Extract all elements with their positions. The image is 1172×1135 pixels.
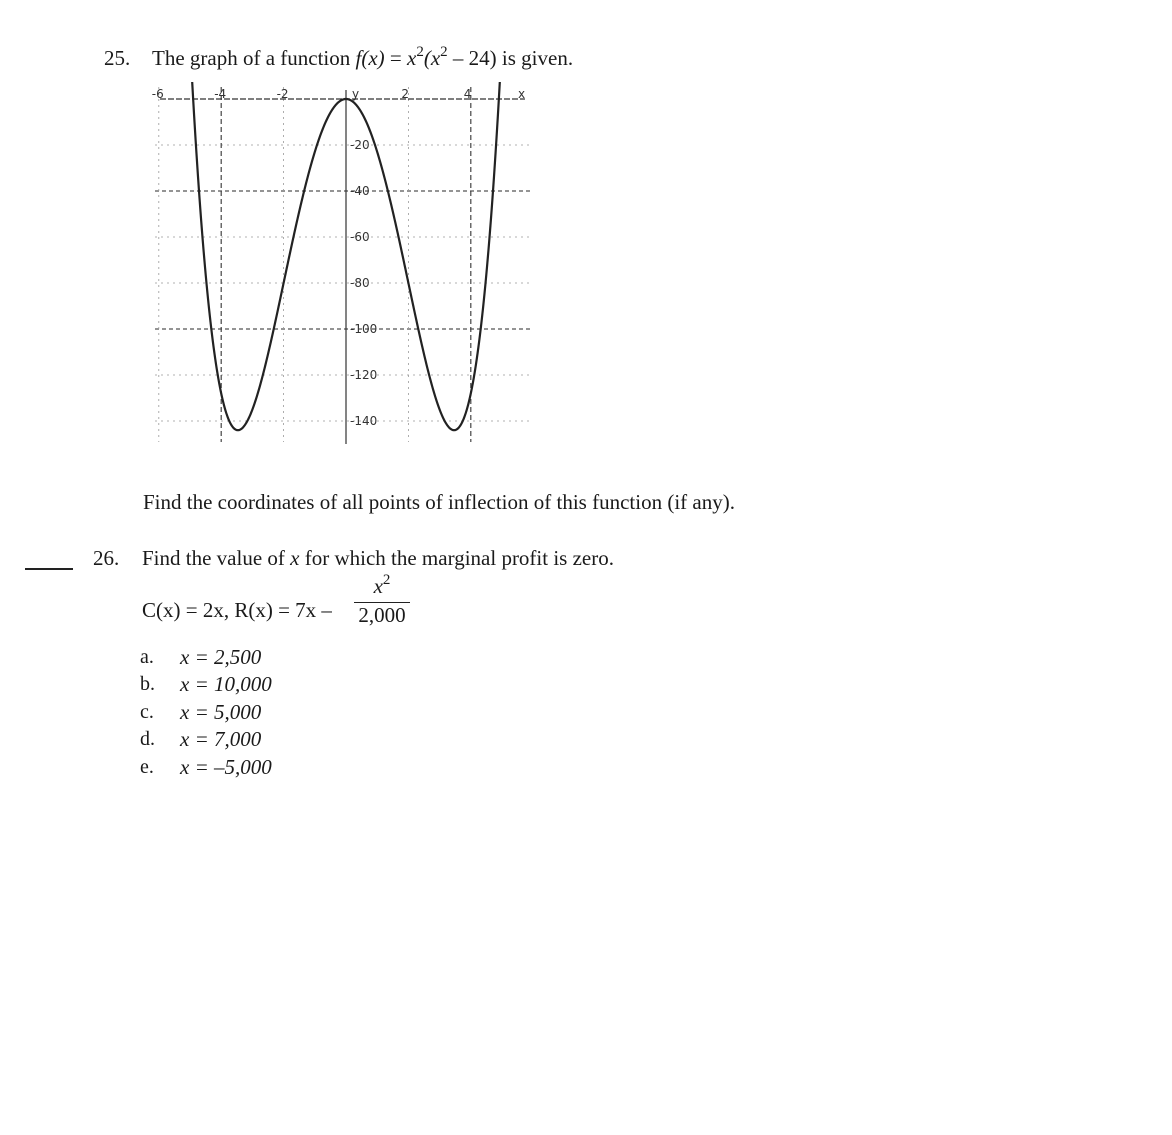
q25-eq: =	[384, 46, 408, 70]
option-c-letter: c.	[140, 701, 154, 723]
y-tick-label: -20	[350, 138, 370, 152]
option-a-letter: a.	[140, 646, 154, 668]
q25-text-pre: The graph of a function	[152, 46, 356, 70]
option-b-letter: b.	[140, 673, 155, 695]
x-tick-label: 4	[463, 87, 472, 101]
graph-ticks	[152, 87, 525, 428]
graph-grid	[155, 87, 530, 442]
fraction-num-exp: 2	[382, 572, 391, 588]
y-axis-label: y	[352, 87, 360, 101]
fraction-denominator: 2,000	[358, 603, 406, 627]
q25-paren-x: (x	[423, 46, 441, 70]
q25-number: 25.	[104, 46, 131, 70]
x-tick-label: 2	[401, 87, 410, 101]
function-graph	[150, 82, 535, 447]
option-d[interactable]: x = 7,000	[180, 727, 262, 751]
x-axis-label: x	[518, 87, 526, 101]
option-d-letter: d.	[140, 728, 155, 750]
q25-statement	[152, 46, 573, 71]
fraction	[352, 574, 412, 628]
y-tick-label: -60	[350, 230, 370, 244]
q25-exp: 2	[416, 44, 424, 60]
cost-revenue-equation	[142, 598, 332, 623]
q25-prompt: Find the coordinates of all points of inflection of this function (if any).	[143, 490, 735, 514]
y-tick-label: -40	[350, 184, 370, 198]
q26-statement	[142, 546, 614, 571]
q25-text-post: – 24) is given.	[447, 46, 574, 70]
x-tick-label: -4	[214, 87, 227, 101]
fraction-numerator	[352, 574, 412, 602]
y-tick-label: -120	[350, 368, 378, 382]
option-c[interactable]: x = 5,000	[180, 700, 262, 724]
q26-x-var: x	[290, 546, 300, 570]
x-tick-label: -6	[151, 87, 164, 101]
y-tick-label: -140	[350, 414, 378, 428]
fraction-num-var: x	[373, 574, 383, 598]
option-b[interactable]: x = 10,000	[180, 672, 272, 696]
q25-exp2: 2	[440, 44, 448, 60]
graph-svg	[150, 82, 535, 447]
q26-number: 26.	[93, 546, 120, 570]
q25-fx: f(x)	[355, 46, 385, 70]
cost-text: C(x) = 2x, R(x) = 7x –	[142, 598, 332, 622]
answer-blank[interactable]	[25, 568, 73, 570]
q26-text-pre: Find the value of	[142, 546, 291, 570]
option-e-letter: e.	[140, 756, 154, 778]
option-a[interactable]: x = 2,500	[180, 645, 262, 669]
q25-x-base: x	[407, 46, 417, 70]
y-tick-label: -100	[350, 322, 378, 336]
y-tick-label: -80	[350, 276, 370, 290]
q26-text-post: for which the marginal profit is zero.	[299, 546, 614, 570]
option-e[interactable]: x = –5,000	[180, 755, 272, 779]
x-tick-label: -2	[276, 87, 289, 101]
